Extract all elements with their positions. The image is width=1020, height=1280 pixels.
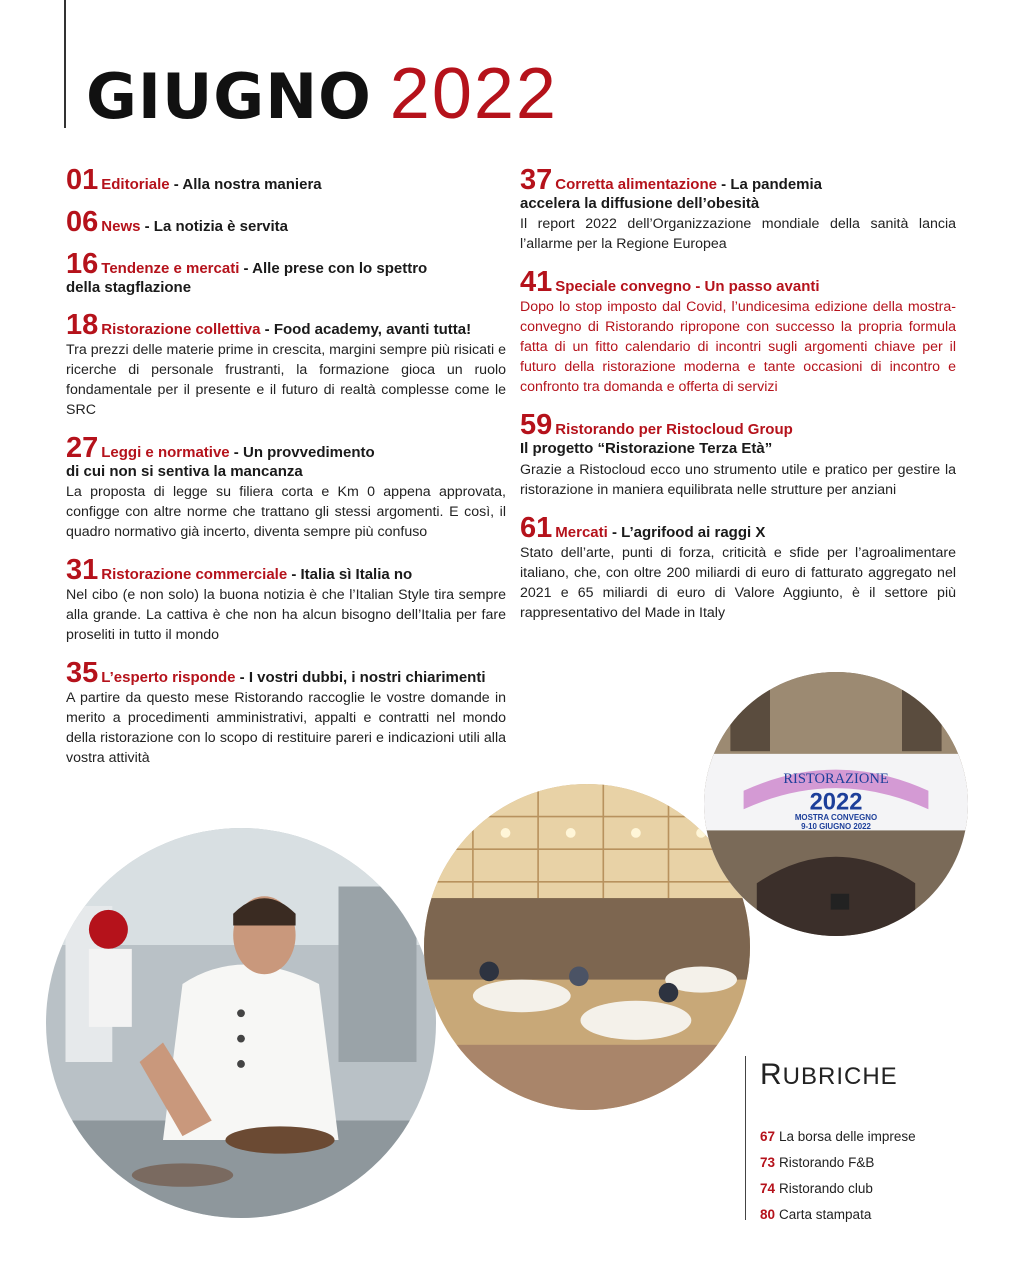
page-number: 35 [66,657,99,689]
section-name: Leggi e normative [101,444,230,461]
article-title: Un passo avanti [704,278,820,295]
article-description: Dopo lo stop imposto dal Covid, l’undicesima edizione della mostra-convegno di Ristorando ripropone con successo la propria formula fatta di un fitto calendario di incontri sugli argomenti chiave per il futuro della ristorazione moderna e tante occasioni di incontro e confronto tra domanda e offerta di servizi [520,299,956,395]
toc-entry-59[interactable] [520,411,956,500]
contents-left-column [66,166,506,782]
rubrica-item[interactable] [760,1150,916,1176]
page-number: 67 [760,1129,776,1144]
toc-entry-01[interactable] [66,166,506,194]
separator: - [169,176,183,193]
toc-entry-41[interactable] [520,268,956,397]
toc-entry-06[interactable] [66,208,506,236]
banner-line-4: 9-10 GIUGNO 2022 [801,822,871,832]
separator: - [239,260,253,277]
rubriche-heading-rest: UBRICHE [782,1063,898,1090]
rubrica-label: Ristorando club [779,1181,873,1196]
section-name: Tendenze e mercati [101,260,240,277]
page-number: 61 [520,512,553,544]
toc-entry-35[interactable] [66,659,506,768]
rubriche-heading [760,1058,898,1092]
separator: - [140,218,154,235]
rubrica-label: Carta stampata [779,1207,872,1222]
toc-entry-61[interactable] [520,514,956,623]
page-number: 01 [66,164,99,196]
article-description: Nel cibo (e non solo) la buona notizia è che l’Italian Style tira sempre alla grande. La cattiva è che non ha alcun bisogno dell’Italia per fare proseliti in tutto il mondo [66,587,506,643]
separator: - [607,524,622,541]
banner-line-1: RISTORAZIONE [783,770,889,787]
banner-line-3: MOSTRA CONVEGNO [794,812,878,822]
page-number: 06 [66,206,99,238]
article-title: Alla nostra maniera [182,176,322,193]
rubrica-item[interactable] [760,1176,916,1202]
event-banner-photo [704,672,968,936]
article-title: La pandemia accelera la diffusione dell’obesità [520,176,823,212]
banquet-hall-photo [424,784,750,1110]
rubrica-item[interactable] [760,1202,916,1228]
chef-photo [46,828,436,1218]
page-number: 74 [760,1181,776,1196]
rubrica-label: La borsa delle imprese [779,1129,916,1144]
section-name: Ristorando per Ristocloud Group [555,421,793,438]
section-name: News [101,218,141,235]
section-name: Mercati [555,524,608,541]
page-number: 59 [520,409,553,441]
rubriche-heading-initial: R [760,1058,783,1091]
issue-month: GIUGNO [86,60,372,133]
page-number: 27 [66,432,99,464]
section-name: Ristorazione collettiva [101,321,261,338]
article-description: Stato dell’arte, punti di forza, criticità e sfide per l’agroalimentare italiano, che, con oltre 200 miliardi di euro di fatturato aggregato nel 2021 e 65 miliardi di euro di Valore Aggiunto, è il settore più rappresentativo del Made in Italy [520,545,956,621]
page-number: 80 [760,1207,776,1222]
section-name: Speciale convegno [555,278,692,295]
article-subtitle: Il progetto “Ristorazione Terza Età” [520,440,773,457]
section-name: L’esperto risponde [101,669,236,686]
page-number: 73 [760,1155,776,1170]
separator: - [229,444,243,461]
toc-entry-18[interactable] [66,311,506,420]
section-name: Corretta alimentazione [555,176,717,193]
page-number: 16 [66,248,99,280]
issue-title [86,54,558,134]
article-title: Un provvedimento di cui non si sentiva la mancanza [66,444,375,480]
section-name: Ristorazione commerciale [101,566,288,583]
article-title: Alle prese con lo spettro della stagflazione [66,260,428,296]
article-description: Il report 2022 dell’Organizzazione mondiale della sanità lancia l’allarme per la Regione Europea [520,216,956,252]
toc-entry-16[interactable] [66,250,436,297]
toc-entry-37[interactable] [520,166,956,254]
separator: - [716,176,731,193]
article-description: Tra prezzi delle materie prime in crescita, margini sempre più risicati e ricerche di personale frustranti, la formazione gioca un ruolo fondamentale per il presente e il futuro di realtà complesse come le SRC [66,342,506,418]
separator: - [691,278,705,295]
article-title: L’agrifood ai raggi X [621,524,766,541]
banner-line-2: 2022 [809,788,863,816]
separator: - [287,566,301,583]
article-description: A partire da questo mese Ristorando raccoglie le vostre domande in merito a procedimenti amministrativi, appalti e contratti nel mondo della ristorazione con lo scopo di restituire pareri e indicazioni utili alla vostra attività [66,690,506,766]
header-rule [64,0,66,128]
separator: - [235,669,249,686]
page-number: 31 [66,554,99,586]
rubriche-rule [745,1056,746,1220]
toc-entry-27[interactable] [66,434,506,542]
article-title: La notizia è servita [153,218,289,235]
contents-right-column [520,166,956,637]
article-description: La proposta di legge su filiera corta e Km 0 appena approvata, configge con altre norme che trattano gli stessi argomenti. E così, il quadro normativo già incerto, diventa sempre più confuso [66,484,506,540]
article-title: I vostri dubbi, i nostri chiarimenti [248,669,486,686]
rubrica-label: Ristorando F&B [779,1155,875,1170]
rubriche-list [760,1124,916,1228]
article-title: Food academy, avanti tutta! [273,321,472,338]
issue-year: 2022 [389,54,558,134]
page-number: 41 [520,266,553,298]
article-description: Grazie a Ristocloud ecco uno strumento utile e pratico per gestire la ristorazione in maniera equilibrata nelle strutture per anziani [520,462,956,498]
section-name: Editoriale [101,176,170,193]
page-number: 37 [520,164,553,196]
page-number: 18 [66,309,99,341]
toc-entry-31[interactable] [66,556,506,645]
rubrica-item[interactable] [760,1124,916,1150]
separator: - [260,321,274,338]
article-title: Italia sì Italia no [300,566,413,583]
